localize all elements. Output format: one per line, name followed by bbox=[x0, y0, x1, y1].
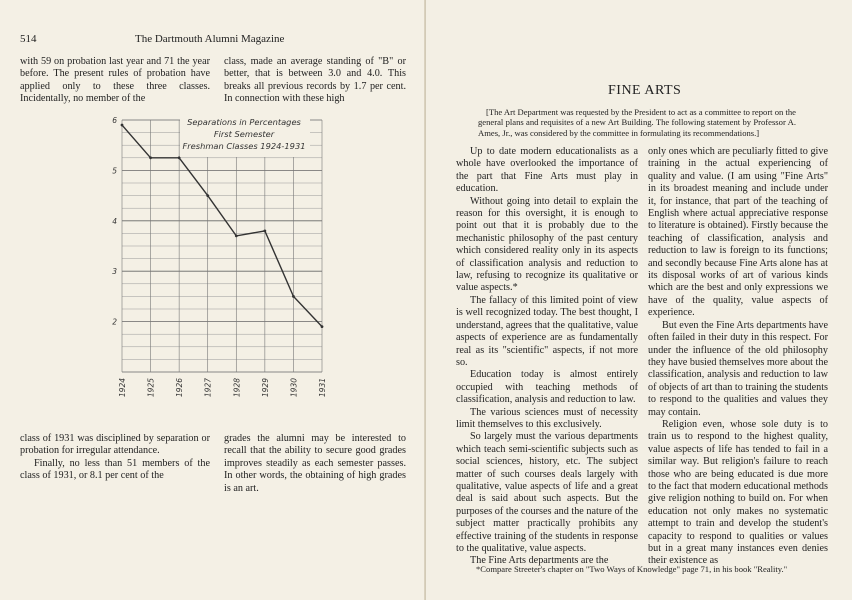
article-title: FINE ARTS bbox=[608, 83, 682, 98]
data-point bbox=[263, 229, 266, 232]
paragraph: The various sciences must of necessity limit themselves to this exclusively. bbox=[456, 406, 638, 430]
paragraph: with 59 on probation last year and 71 the year before. The present rules of probation have applied only to these three classes. Incidentally, no member of the bbox=[20, 56, 210, 105]
x-tick-label: 1930 bbox=[289, 378, 299, 398]
y-tick-label: 3 bbox=[112, 267, 117, 277]
y-tick-label: 4 bbox=[112, 216, 117, 226]
x-tick-label: 1929 bbox=[260, 378, 270, 398]
x-tick-label: 1926 bbox=[175, 378, 185, 398]
running-head: The Dartmouth Alumni Magazine bbox=[135, 33, 285, 45]
data-point bbox=[321, 325, 324, 328]
paragraph: So largely must the various departments which teach semi-scientific subjects such as social sciences, history, etc. The subject matter of such courses deals largely with qualitative, value aspects of life and a great deal is said about such aspects. But the purposes of the courses and the nature of the subject matter practically prohibits any effective training of the students in response to the qualitative, value aspects. bbox=[456, 431, 638, 554]
left-top-col1 bbox=[20, 56, 210, 106]
data-point bbox=[149, 156, 152, 159]
chart-title-line2: First Semester bbox=[213, 129, 275, 139]
x-axis-ticks bbox=[118, 378, 327, 397]
paragraph: Finally, no less than 51 members of the class of 1931, or 8.1 per cent of the bbox=[20, 457, 210, 482]
paragraph: Religion even, whose sole duty is to train us to respond to the highest quality, value aspects of life has tended to fail in a similar way. But religion's failure to reach those who are being educated is due more to the fact that modern educational methods give religion nothing to build on. For when education not only makes no systematic attempt to train and develop the student's capacity to respond to qualities or values but in a great many instances even denies their existence as bbox=[648, 418, 828, 567]
chart-title-line1: Separations in Percentages bbox=[187, 117, 301, 127]
x-tick-label: 1925 bbox=[146, 378, 156, 398]
data-point bbox=[292, 295, 295, 298]
data-point bbox=[206, 194, 209, 197]
x-tick-label: 1931 bbox=[318, 378, 327, 398]
y-axis-ticks bbox=[112, 116, 117, 327]
left-bottom-col1 bbox=[20, 433, 210, 483]
left-top-col2 bbox=[224, 56, 406, 106]
y-tick-label: 5 bbox=[112, 166, 117, 176]
page-number: 514 bbox=[20, 33, 37, 45]
x-tick-label: 1927 bbox=[203, 378, 213, 398]
separations-chart bbox=[102, 110, 332, 422]
paragraph: The Fine Arts departments are the bbox=[470, 555, 609, 567]
chart-title-line3: Freshman Classes 1924-1931 bbox=[182, 141, 306, 151]
paragraph: Without going into detail to explain the reason for this oversight, it is enough to point out that it is probably due to the mechanistic philosophy of the past century which considered reality only in its aspects of classification analysis and reduction to law, refusing to recognize its qualitative or value aspects.* bbox=[456, 195, 638, 294]
data-point bbox=[235, 235, 238, 238]
paragraph: But even the Fine Arts departments have often failed in their duty in this respect. For under the influence of the old philosophy they have busied themselves more about the classification, analysis and reduction to law of objects of art than to training the students to respond to the qualities and values they may contain. bbox=[648, 319, 828, 418]
paragraph: only ones which are peculiarly fitted to give training in the actual experiencing of quality and value. (I am using "Fine Arts" in its broadest meaning and include under it, for instance, that part of the teaching of English where actual appreciative response to literature is obtained). Firstly because the teaching of classification, analysis and reduction to law is foreign to its functions; and secondly because Fine Arts alone has at its disposal works of art of various kinds which are the best and only expressions we have of the quality, value aspects of experience. bbox=[648, 146, 828, 319]
y-tick-label: 6 bbox=[112, 116, 117, 125]
data-point bbox=[121, 124, 124, 127]
x-tick-label: 1924 bbox=[118, 378, 127, 398]
y-tick-label: 2 bbox=[112, 317, 117, 327]
paragraph: Education today is almost entirely occupied with teaching methods of classification, analysis and reduction to law. bbox=[456, 369, 638, 406]
paragraph: grades the alumni may be interested to recall that the ability to secure good grades improves steadily as each semester passes. In other words, the obtaining of high grades is an art. bbox=[224, 433, 406, 494]
x-tick-label: 1928 bbox=[232, 378, 242, 398]
footnote: *Compare Streeter's chapter on "Two Ways of Knowledge" page 71, in his book "Reality." bbox=[476, 564, 788, 574]
paragraph: class of 1931 was disciplined by separation or probation for irregular attendance. bbox=[20, 433, 210, 457]
right-col1 bbox=[456, 146, 638, 568]
left-bottom-col2 bbox=[224, 433, 406, 495]
paragraph: The fallacy of this limited point of view is well recognized today. The best thought, I understand, agrees that the qualitative, value aspects of experience are as fundamentally real as its "scientific" aspects, if not more so. bbox=[456, 294, 638, 368]
right-col2 bbox=[648, 146, 828, 568]
paragraph: class, made an average standing of "B" or better, that is between 3.0 and 4.0. This breaks all previous records by 1.7 per cent. In connection with these high bbox=[224, 56, 406, 105]
editor-note: [The Art Department was requested by the President to act as a committee to report on the general plans and requisites of a new Art Building. The following statement by Professor A. Ames, Jr., was considered by the committee in formulating its recommendations.] bbox=[478, 107, 796, 138]
paragraph: Up to date modern educationalists as a whole have overlooked the importance of the part that Fine Arts must play in education. bbox=[456, 146, 638, 195]
